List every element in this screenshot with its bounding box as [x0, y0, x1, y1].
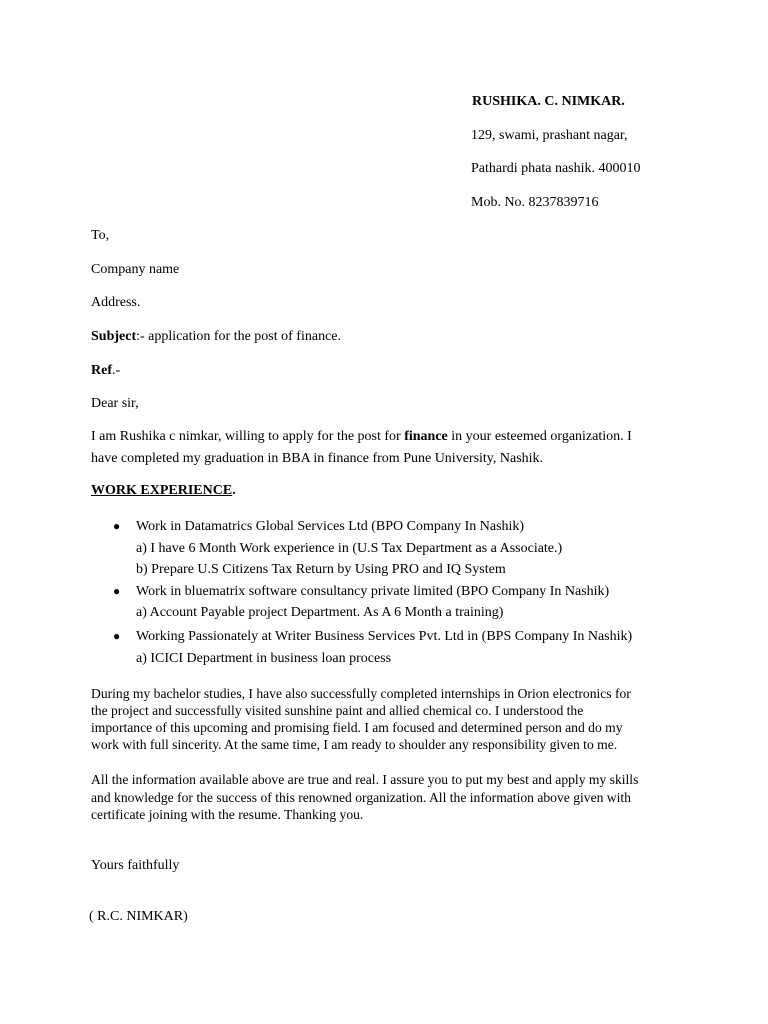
recipient-company: Company name	[91, 262, 180, 277]
ref-label: Ref	[91, 363, 112, 378]
subject-label: Subject	[91, 329, 137, 344]
ref-text: .-	[112, 363, 121, 378]
work-heading	[91, 483, 236, 499]
para1-line2: the project and successfully visited sunshine paint and allied chemical co. I understood the	[91, 703, 584, 718]
signature: ( R.C. NIMKAR)	[89, 909, 188, 924]
work-heading-suffix: .	[232, 483, 236, 498]
work-item-1: Work in Datamatrics Global Services Ltd (BPO Company In Nashik)	[136, 519, 525, 534]
sender-name: RUSHIKA. C. NIMKAR.	[472, 94, 625, 109]
work-item-3: Working Passionately at Writer Business Services Pvt. Ltd in (BPS Company In Nashik)	[136, 629, 633, 644]
para1-line1: During my bachelor studies, I have also successfully completed internships in Orion electronics for	[91, 686, 631, 701]
intro-text-2: in your esteemed organization. I	[447, 429, 632, 444]
intro-line2: have completed my graduation in BBA in finance from Pune University, Nashik.	[91, 451, 544, 466]
intro-line1	[91, 429, 632, 445]
sender-address-line2: Pathardi phata nashik. 400010	[471, 161, 641, 176]
work-subitem-3a: a) ICICI Department in business loan process	[136, 651, 392, 666]
closing: Yours faithfully	[91, 858, 180, 873]
recipient-to: To,	[91, 228, 110, 243]
bullet-icon: ●	[113, 629, 121, 643]
para1-line3: importance of this upcoming and promising field. I am focused and determined person and do my	[91, 720, 623, 735]
recipient-address: Address.	[91, 295, 141, 310]
bullet-icon: ●	[113, 519, 121, 533]
para2-line2: and knowledge for the success of this renowned organization. All the information above given with	[91, 790, 631, 805]
ref-line	[91, 363, 120, 379]
work-subitem-2a: a) Account Payable project Department. As A 6 Month a training)	[136, 605, 504, 620]
para2-line1: All the information available above are true and real. I assure you to put my best and apply my skills	[91, 772, 639, 787]
sender-mobile: Mob. No. 8237839716	[471, 195, 599, 210]
bullet-icon: ●	[113, 584, 121, 598]
para1-line4: work with full sincerity. At the same time, I am ready to shoulder any responsibility given to me.	[91, 737, 618, 752]
work-item-2: Work in bluematrix software consultancy private limited (BPO Company In Nashik)	[136, 584, 610, 599]
intro-text-1: I am Rushika c nimkar, willing to apply for the post for	[91, 429, 405, 444]
intro-bold: finance	[404, 429, 448, 444]
subject-text: :- application for the post of finance.	[136, 329, 341, 344]
work-subitem-1a: a) I have 6 Month Work experience in (U.S Tax Department as a Associate.)	[136, 541, 563, 556]
salutation: Dear sir,	[91, 396, 139, 411]
sender-address-line1: 129, swami, prashant nagar,	[471, 128, 628, 143]
work-subitem-1b: b) Prepare U.S Citizens Tax Return by Using PRO and IQ System	[136, 562, 506, 577]
para2-line3: certificate joining with the resume. Thanking you.	[91, 807, 364, 822]
work-heading-text: WORK EXPERIENCE	[91, 483, 233, 498]
subject-line	[91, 329, 341, 345]
